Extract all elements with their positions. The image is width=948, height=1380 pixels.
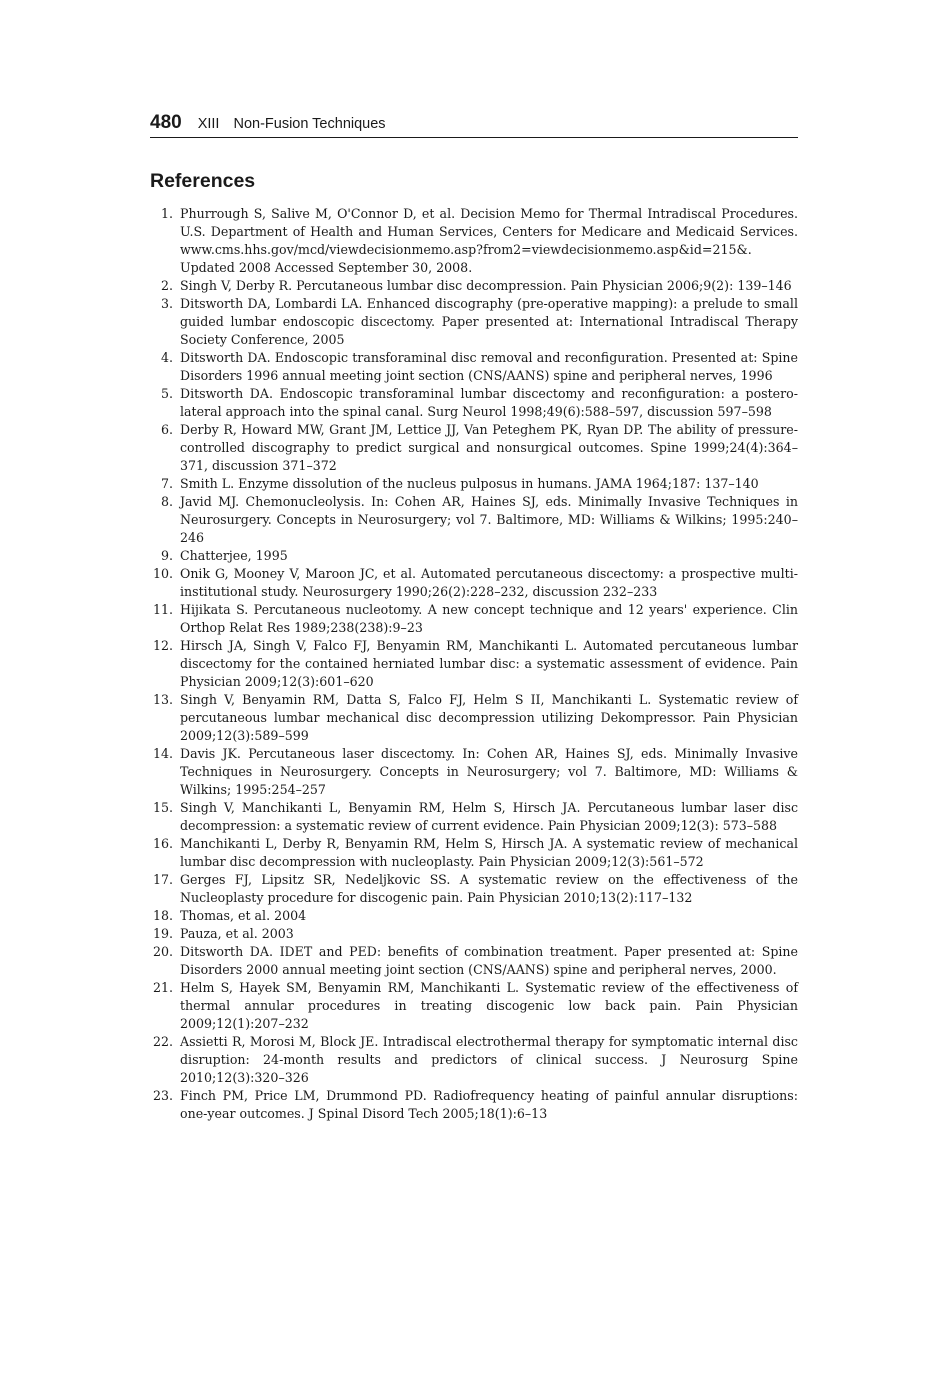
reference-text: Ditsworth DA. IDET and PED: benefits of combination treatment. Paper presented at: Spine Disorders 2000 annual meeting joint section (CNS/AANS) spine and peripheral nerves, 2000.	[180, 944, 798, 977]
reference-number: 22.	[152, 1034, 173, 1049]
reference-item	[150, 637, 798, 691]
reference-text: Chatterjee, 1995	[180, 548, 288, 563]
reference-number: 10.	[152, 566, 173, 581]
reference-number: 7.	[160, 476, 173, 491]
reference-number: 12.	[152, 638, 173, 653]
reference-text: Singh V, Derby R. Percutaneous lumbar disc decompression. Pain Physician 2006;9(2): 139–146	[180, 278, 792, 293]
reference-number: 9.	[160, 548, 173, 563]
reference-item	[150, 421, 798, 475]
reference-text: Assietti R, Morosi M, Block JE. Intradiscal electrothermal therapy for symptomatic internal disc disruption: 24-month results and predictors of clinical success. J Neurosurg Spine 2010;12(3):320–326	[180, 1034, 798, 1085]
reference-text: Gerges FJ, Lipsitz SR, Nedeljkovic SS. A systematic review on the effectiveness of the Nucleoplasty procedure for discogenic pain. Pain Physician 2010;13(2):117–132	[180, 872, 798, 905]
reference-item	[150, 799, 798, 835]
reference-item	[150, 475, 798, 493]
reference-item	[150, 205, 798, 277]
reference-text: Ditsworth DA, Lombardi LA. Enhanced discography (pre-operative mapping): a prelude to small guided lumbar endoscopic discectomy. Paper presented at: International Intradiscal Therapy Society Conference, 2005	[180, 296, 798, 347]
reference-number: 14.	[152, 746, 173, 761]
reference-text: Smith L. Enzyme dissolution of the nucleus pulposus in humans. JAMA 1964;187: 137–140	[180, 476, 759, 491]
reference-text: Pauza, et al. 2003	[180, 926, 294, 941]
reference-item	[150, 1033, 798, 1087]
reference-number: 20.	[152, 944, 173, 959]
reference-number: 16.	[152, 836, 173, 851]
reference-item	[150, 871, 798, 907]
reference-number: 18.	[152, 908, 173, 923]
reference-number: 4.	[160, 350, 173, 365]
reference-item	[150, 295, 798, 349]
reference-text: Onik G, Mooney V, Maroon JC, et al. Automated percutaneous discectomy: a prospective multi-institutional study. Neurosurgery 1990;26(2):228–232, discussion 232–233	[180, 566, 798, 599]
reference-item	[150, 565, 798, 601]
reference-text: Ditsworth DA. Endoscopic transforaminal lumbar discectomy and reconfiguration: a postero-lateral approach into the spinal canal. Surg Neurol 1998;49(6):588–597, discussion 597–598	[180, 386, 798, 419]
running-header	[150, 112, 798, 138]
reference-item	[150, 691, 798, 745]
reference-number: 13.	[152, 692, 173, 707]
reference-item	[150, 547, 798, 565]
reference-item	[150, 493, 798, 547]
reference-number: 11.	[152, 602, 173, 617]
reference-number: 23.	[152, 1088, 173, 1103]
reference-text: Ditsworth DA. Endoscopic transforaminal disc removal and reconfiguration. Presented at: Spine Disorders 1996 annual meeting joint section (CNS/AANS) spine and peripheral nerves, 1996	[180, 350, 798, 383]
reference-item	[150, 601, 798, 637]
reference-text: Singh V, Benyamin RM, Datta S, Falco FJ, Helm S II, Manchikanti L. Systematic review of percutaneous lumbar mechanical disc decompression utilizing Dekompressor. Pain Physician 2009;12(3):589–599	[180, 692, 798, 743]
reference-item	[150, 349, 798, 385]
section-title: References	[150, 170, 256, 192]
reference-item	[150, 943, 798, 979]
reference-text: Helm S, Hayek SM, Benyamin RM, Manchikanti L. Systematic review of the effectiveness of thermal annular procedures in treating discogenic low back pain. Pain Physician 2009;12(1):207–232	[180, 980, 798, 1031]
reference-text: Singh V, Manchikanti L, Benyamin RM, Helm S, Hirsch JA. Percutaneous lumbar laser disc decompression: a systematic review of current evidence. Pain Physician 2009;12(3): 573–588	[180, 800, 798, 833]
reference-number: 2.	[160, 278, 173, 293]
reference-number: 1.	[160, 206, 173, 221]
reference-text: Davis JK. Percutaneous laser discectomy. In: Cohen AR, Haines SJ, eds. Minimally Invasive Techniques in Neurosurgery. Concepts in Neurosurgery; vol 7. Baltimore, MD: Williams & Wilkins; 1995:254–257	[180, 746, 798, 797]
reference-text: Hijikata S. Percutaneous nucleotomy. A new concept technique and 12 years' experience. Clin Orthop Relat Res 1989;238(238):9–23	[180, 602, 798, 635]
reference-number: 15.	[152, 800, 173, 815]
reference-item	[150, 385, 798, 421]
reference-number: 21.	[152, 980, 173, 995]
reference-number: 19.	[152, 926, 173, 941]
reference-item	[150, 907, 798, 925]
reference-text: Phurrough S, Salive M, O'Connor D, et al. Decision Memo for Thermal Intradiscal Procedures. U.S. Department of Health and Human Services, Centers for Medicare and Medicaid Services. www.cms.hhs.gov/mcd/viewdecisionmemo.asp?from2=viewdecisionmemo.asp&id=215&. Updated 2008 Accessed September 30, 2008.	[180, 206, 798, 275]
chapter-title: Non-Fusion Techniques	[233, 116, 386, 132]
reference-text: Finch PM, Price LM, Drummond PD. Radiofrequency heating of painful annular disruptions: one-year outcomes. J Spinal Disord Tech 2005;18(1):6–13	[180, 1088, 798, 1121]
reference-item	[150, 925, 798, 943]
reference-item	[150, 1087, 798, 1123]
reference-text: Javid MJ. Chemonucleolysis. In: Cohen AR, Haines SJ, eds. Minimally Invasive Techniques in Neurosurgery. Concepts in Neurosurgery; vol 7. Baltimore, MD: Williams & Wilkins; 1995:240–246	[180, 494, 798, 545]
reference-number: 8.	[160, 494, 173, 509]
reference-item	[150, 745, 798, 799]
part-number: XIII	[197, 116, 220, 132]
reference-text: Derby R, Howard MW, Grant JM, Lettice JJ, Van Peteghem PK, Ryan DP. The ability of pressure-controlled discography to predict surgical and nonsurgical outcomes. Spine 1999;24(4):364–371, discussion 371–372	[180, 422, 798, 473]
reference-number: 6.	[160, 422, 173, 437]
reference-text: Hirsch JA, Singh V, Falco FJ, Benyamin RM, Manchikanti L. Automated percutaneous lumbar discectomy for the contained herniated lumbar disc: a systematic assessment of evidence. Pain Physician 2009;12(3):601–620	[180, 638, 798, 689]
reference-number: 17.	[152, 872, 173, 887]
reference-item	[150, 979, 798, 1033]
reference-item	[150, 835, 798, 871]
page-number: 480	[150, 112, 182, 133]
reference-list	[150, 205, 798, 1123]
reference-number: 3.	[160, 296, 173, 311]
reference-item	[150, 277, 798, 295]
reference-number: 5.	[160, 386, 173, 401]
reference-text: Manchikanti L, Derby R, Benyamin RM, Helm S, Hirsch JA. A systematic review of mechanical lumbar disc decompression with nucleoplasty. Pain Physician 2009;12(3):561–572	[180, 836, 798, 869]
reference-text: Thomas, et al. 2004	[180, 908, 307, 923]
